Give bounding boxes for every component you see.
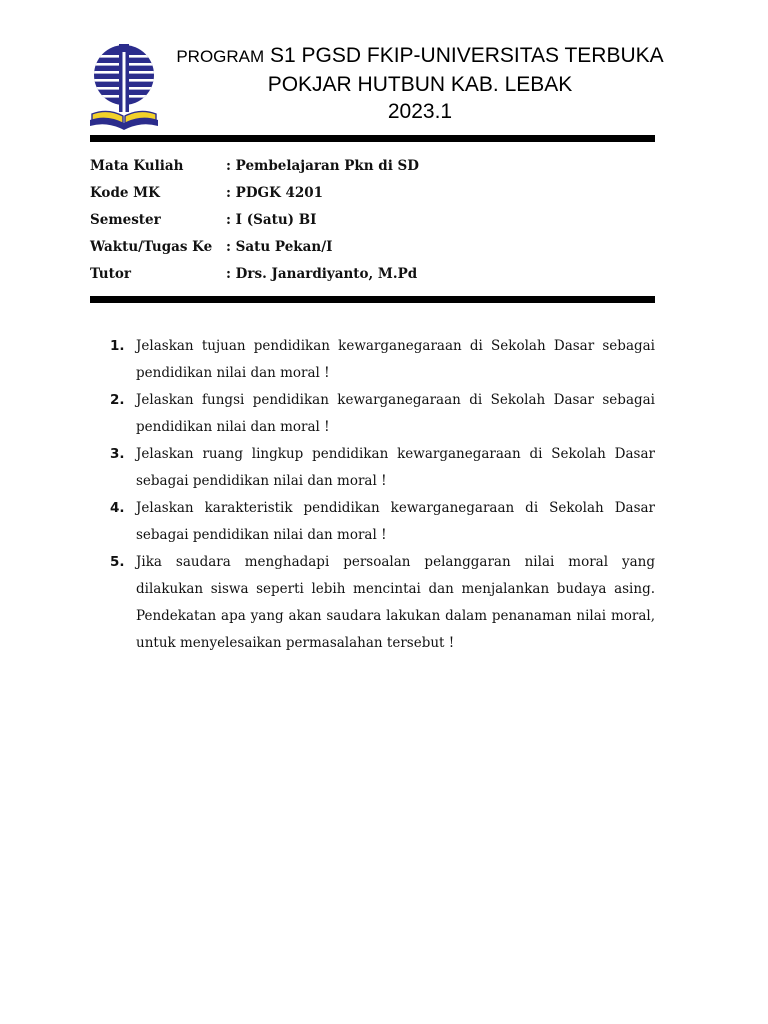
question-text: Jelaskan karakteristik pendidikan kewarganegaraan di Sekolah Dasar sebagai pendidikan nilai dan moral ! (136, 500, 655, 543)
header-program-word: PROGRAM (176, 47, 265, 66)
header-period: 2023.1 (387, 100, 453, 123)
info-row-course (90, 152, 655, 179)
header-program-title (150, 44, 690, 68)
info-value: : PDGK 4201 (226, 184, 324, 201)
info-row-time (90, 233, 655, 260)
question-text: Jelaskan ruang lingkup pendidikan kewarganegaraan di Sekolah Dasar sebagai pendidikan nilai dan moral ! (136, 446, 655, 489)
question-number: 3. (110, 446, 125, 462)
question-text: Jelaskan tujuan pendidikan kewarganegaraan di Sekolah Dasar sebagai pendidikan nilai dan moral ! (136, 338, 655, 381)
question-item (110, 549, 655, 657)
question-text: Jelaskan fungsi pendidikan kewarganegaraan di Sekolah Dasar sebagai pendidikan nilai dan moral ! (136, 392, 655, 435)
info-row-code (90, 179, 655, 206)
top-divider (90, 135, 655, 142)
question-number: 1. (110, 338, 125, 354)
info-value: : Drs. Janardiyanto, M.Pd (226, 265, 418, 282)
question-number: 4. (110, 500, 125, 516)
info-value: : Satu Pekan/I (226, 238, 333, 255)
info-value: : Pembelajaran Pkn di SD (226, 157, 420, 174)
course-info (90, 152, 655, 287)
info-row-tutor (90, 260, 655, 287)
info-value: : I (Satu) BI (226, 211, 317, 228)
info-label: Kode MK (90, 184, 160, 201)
info-label: Mata Kuliah (90, 157, 184, 174)
info-label: Tutor (90, 265, 131, 282)
info-row-semester (90, 206, 655, 233)
info-label: Semester (90, 211, 161, 228)
question-list (110, 333, 655, 657)
bottom-divider (90, 296, 655, 303)
header-program-name: S1 PGSD FKIP-UNIVERSITAS TERBUKA (264, 44, 664, 67)
header-pokjar: POKJAR HUTBUN KAB. LEBAK (267, 73, 573, 96)
info-label: Waktu/Tugas Ke (90, 238, 213, 255)
question-item (110, 495, 655, 549)
question-number: 5. (110, 554, 125, 570)
question-item (110, 333, 655, 387)
question-text: Jika saudara menghadapi persoalan pelanggaran nilai moral yang dilakukan siswa seperti lebih mencintai dan menjalankan budaya asing. Pendekatan apa yang akan saudara lakukan dalam penanaman nilai moral, untuk menyelesaikan permasalahan tersebut ! (136, 554, 655, 651)
question-number: 2. (110, 392, 125, 408)
question-item (110, 387, 655, 441)
question-item (110, 441, 655, 495)
